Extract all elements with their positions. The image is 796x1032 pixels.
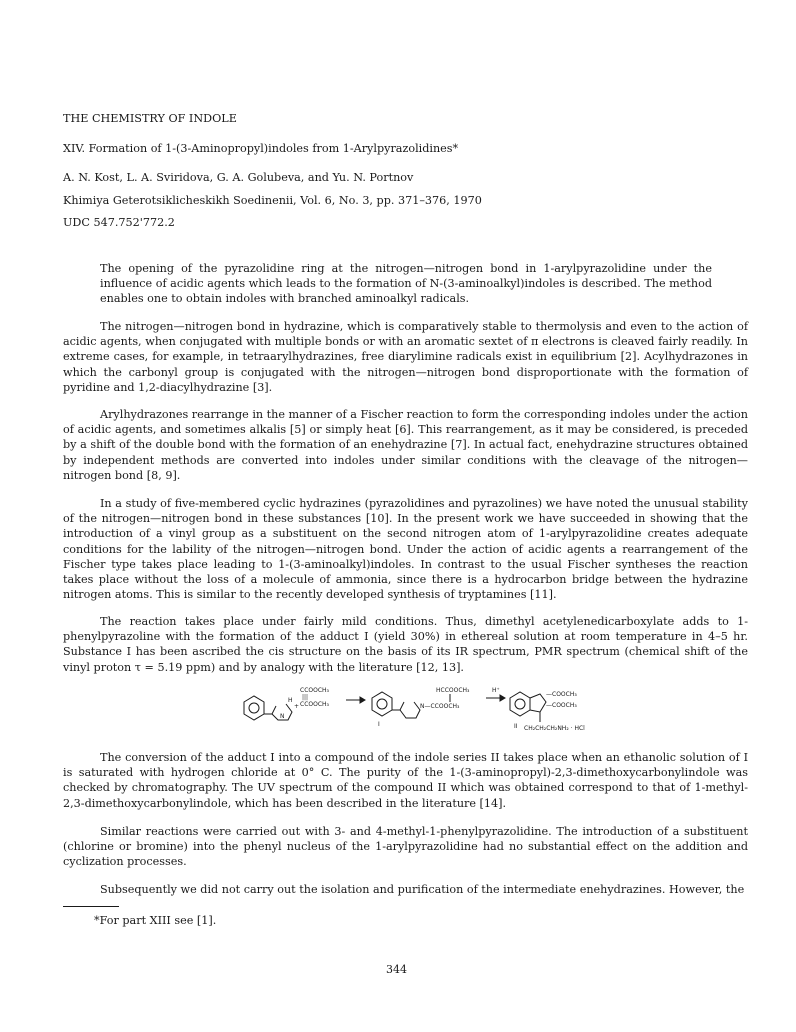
paragraph-5 bbox=[63, 750, 748, 811]
paragraph-7 bbox=[63, 882, 748, 897]
paragraph-text: In a study of five-membered cyclic hydrazines (pyrazolidines and pyrazolines) we have noted the unusual stability of the nitrogen—nitrogen bond in these substances [10]. In the present work we have succeeded in showing that the introduction of a vinyl group as a substituent on the second nitrogen atom of 1-arylpyrazolidine creates adequate conditions for the lability of the nitrogen—nitrogen bond. Under the action of acidic agents a rearrangement of the Fischer type takes place leading to 1-(3-aminoalkyl)indoles. In contrast to the usual Fischer syntheses the reaction takes place without the loss of a molecule of ammonia, since there is a hydrocarbon bridge between the hydrazine nitrogen atoms. This is similar to the recently developed synthesis of tryptamines [11]. bbox=[63, 497, 748, 602]
pyrazolidine-ring-1 bbox=[264, 704, 292, 720]
paragraph-text: Subsequently we did not carry out the isolation and purification of the intermediate enehydrazines. However, the bbox=[100, 883, 745, 896]
product-substituent-2: —COOCH₃ bbox=[546, 702, 577, 709]
phenyl-ring-2 bbox=[372, 692, 392, 716]
label-I: I bbox=[378, 721, 380, 728]
pyrazolidine-ring-2 bbox=[392, 702, 420, 718]
part-title: XIV. Formation of 1-(3-Aminopropyl)indoles from 1-Arylpyrazolidines* bbox=[63, 142, 459, 155]
reagent-top: CCOOCH₃ bbox=[300, 687, 329, 694]
indole-benzene-ring bbox=[510, 692, 530, 716]
reagent-bottom: CCOOCH₃ bbox=[300, 701, 329, 708]
product-chain: CH₂CH₂CH₂NH₂ · HCl bbox=[524, 725, 585, 732]
journal-citation: Khimiya Geterotsiklicheskikh Soedinenii, Vol. 6, No. 3, pp. 371–376, 1970 bbox=[63, 194, 482, 207]
abstract-text: The opening of the pyrazolidine ring at the nitrogen—nitrogen bond in 1-arylpyrazolidine under the influence of acidic agents which leads to the formation of N-(3-aminoalkyl)indoles is described. The method enables one to obtain indoles with branched aminoalkyl radicals. bbox=[100, 262, 712, 306]
reaction-scheme bbox=[236, 680, 736, 744]
phenyl-ring-1 bbox=[244, 696, 264, 720]
intermediate-top: HCCOOCH₃ bbox=[436, 687, 470, 694]
abstract bbox=[100, 261, 712, 307]
paragraph-6 bbox=[63, 824, 748, 870]
paragraph-text: The reaction takes place under fairly mild conditions. Thus, dimethyl acetylenedicarboxylate adds to 1-phenylpyrazoline with the formation of the adduct I (yield 30%) in ethereal solution at room temperature in 4–5 hr. Substance I has been ascribed the cis structure on the basis of its IR spectrum, PMR spectrum (chemical shift of the vinyl proton τ = 5.19 ppm) and by analogy with the literature [12, 13]. bbox=[63, 615, 748, 674]
authors: A. N. Kost, L. A. Sviridova, G. A. Golubeva, and Yu. N. Portnov bbox=[63, 171, 414, 184]
plus-sign: + bbox=[294, 703, 300, 710]
paragraph-text: The conversion of the adduct I into a compound of the indole series II takes place when an ethanolic solution of I is saturated with hydrogen chloride at 0° C. The purity of the 1-(3-aminopropyl)-2,3-dimethoxycarbonylindole was checked by chromatography. The UV spectrum of the compound II which was obtained correspond to that of 1-methyl-2,3-dimethoxycarbonylindole, which has been described in the literature [14]. bbox=[63, 751, 748, 810]
page-number: 344 bbox=[386, 963, 407, 976]
series-title: THE CHEMISTRY OF INDOLE bbox=[63, 112, 237, 125]
paragraph-text: The nitrogen—nitrogen bond in hydrazine, which is comparatively stable to thermolysis and even to the action of acidic agents, when conjugated with multiple bonds or with an aromatic sextet of π electrons is cleaved fairly readily. In extreme cases, for example, in tetraarylhydrazines, free diarylimine radicals exist in equilibrium [2]. Acylhydrazones in which the carbonyl group is conjugated with the nitrogen—nitrogen bond disproportionate with the formation of pyridine and 1,2-diacylhydrazine [3]. bbox=[63, 320, 748, 394]
reagent-link: ||| bbox=[302, 694, 309, 701]
paragraph-text: Arylhydrazones rearrange in the manner of a Fischer reaction to form the corresponding indoles under the action of acidic agents, and sometimes alkalis [5] or simply heat [6]. This rearrangement, as it may be considered, is preceded by a shift of the double bond with the formation of an enehydrazine [7]. In actual fact, enehydrazine structures obtained by independent methods are converted into indoles under similar conditions with the cleavage of the nitrogen—nitrogen bond [8, 9]. bbox=[63, 408, 748, 482]
paragraph-text: Similar reactions were carried out with 3- and 4-methyl-1-phenylpyrazolidine. The introduction of a substituent (chlorine or bromine) into the phenyl nucleus of the 1-arylpyrazolidine had no substantial effect on the addition and cyclization processes. bbox=[63, 825, 748, 869]
paragraph-3 bbox=[63, 496, 748, 602]
indole-pyrrole-ring bbox=[530, 694, 546, 712]
n-label: N bbox=[280, 713, 285, 720]
intermediate-bottom: N—CCOOCH₃ bbox=[420, 703, 460, 710]
paragraph-1 bbox=[63, 319, 748, 395]
paragraph-2 bbox=[63, 407, 748, 483]
product-substituent-1: —COOCH₃ bbox=[546, 691, 577, 698]
nh-label: H bbox=[288, 697, 293, 704]
footnote-rule bbox=[63, 906, 119, 907]
udc-code: UDC 547.752'772.2 bbox=[63, 216, 175, 229]
label-II: II bbox=[514, 723, 518, 730]
acid-label: H⁺ bbox=[492, 687, 500, 694]
paragraph-4 bbox=[63, 614, 748, 675]
footnote: *For part XIII see [1]. bbox=[94, 914, 217, 927]
